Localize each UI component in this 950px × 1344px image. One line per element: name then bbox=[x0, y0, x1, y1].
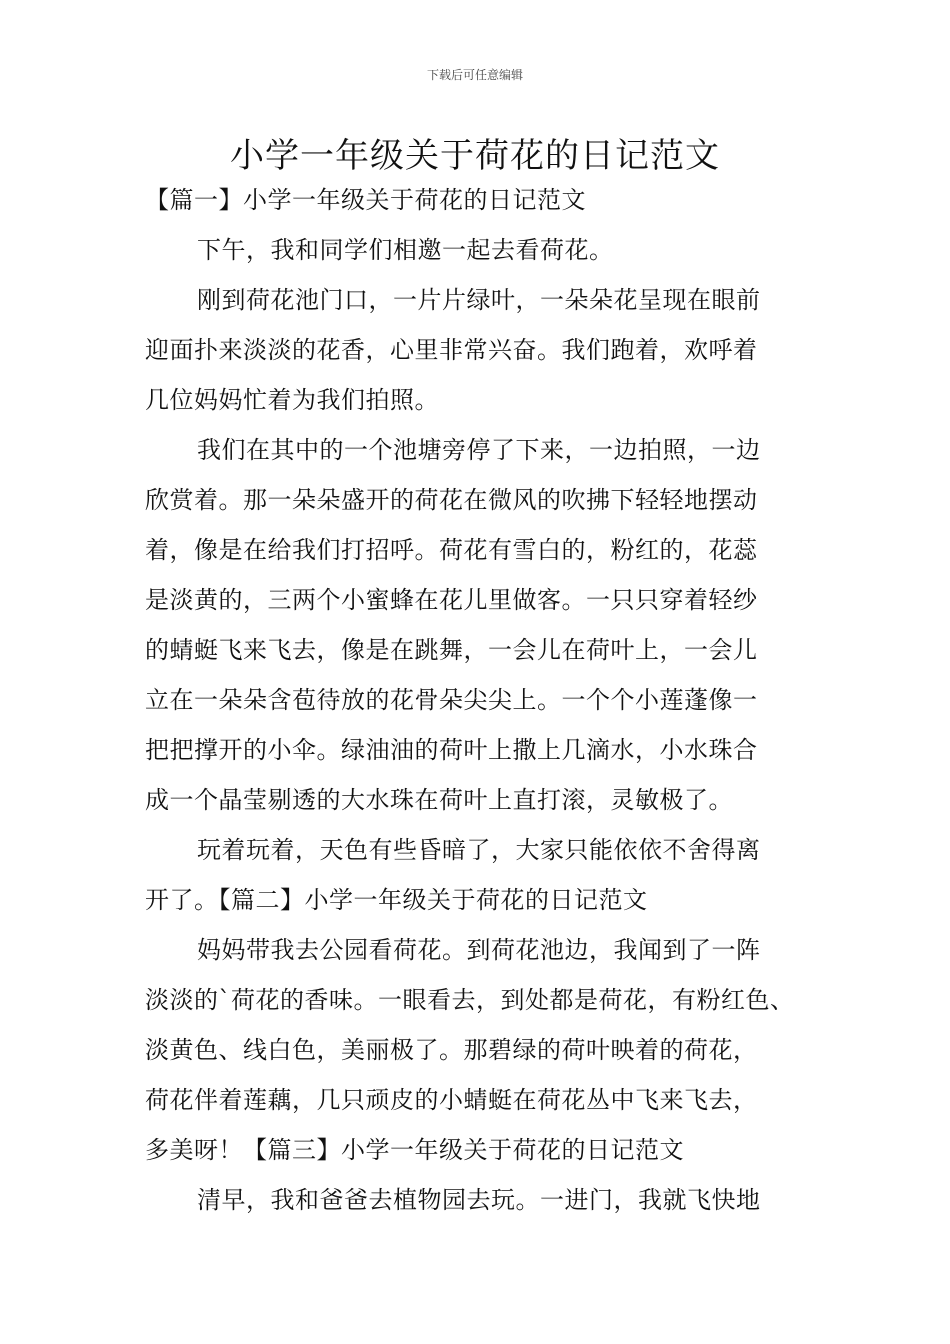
text-line: 刚到荷花池门口，一片片绿叶，一朵朵花呈现在眼前 bbox=[197, 286, 761, 314]
document-title: 小学一年级关于荷花的日记范文 bbox=[230, 136, 720, 176]
text-line: 淡淡的`荷花的香味。一眼看去，到处都是荷花，有粉红色、 bbox=[145, 986, 795, 1014]
text-line: 的蜻蜓飞来飞去，像是在跳舞，一会儿在荷叶上，一会儿 bbox=[145, 636, 758, 664]
text-line: 淡黄色、线白色，美丽极了。那碧绿的荷叶映着的荷花， bbox=[145, 1036, 758, 1064]
text-line: 是淡黄的，三两个小蜜蜂在花儿里做客。一只只穿着轻纱 bbox=[145, 586, 758, 614]
text-line: 迎面扑来淡淡的花香，心里非常兴奋。我们跑着，欢呼着 bbox=[145, 336, 758, 364]
text-line: 清早，我和爸爸去植物园去玩。一进门，我就飞快地 bbox=[197, 1186, 761, 1214]
text-line: 妈妈带我去公园看荷花。到荷花池边，我闻到了一阵 bbox=[197, 936, 761, 964]
text-line: 下午，我和同学们相邀一起去看荷花。 bbox=[197, 236, 614, 264]
text-line: 开了。【篇二】小学一年级关于荷花的日记范文 bbox=[145, 886, 648, 914]
text-line: 着，像是在给我们打招呼。荷花有雪白的，粉红的，花蕊 bbox=[145, 536, 758, 564]
text-line: 荷花伴着莲藕，几只顽皮的小蜻蜓在荷花丛中飞来飞去， bbox=[145, 1086, 758, 1114]
text-line: 成一个晶莹剔透的大水珠在荷叶上直打滚，灵敏极了。 bbox=[145, 786, 733, 814]
text-line: 几位妈妈忙着为我们拍照。 bbox=[145, 386, 439, 414]
text-line: 把把撑开的小伞。绿油油的荷叶上撒上几滴水，小水珠合 bbox=[145, 736, 758, 764]
text-line: 欣赏着。那一朵朵盛开的荷花在微风的吹拂下轻轻地摆动 bbox=[145, 486, 758, 514]
text-line: 多美呀！【篇三】小学一年级关于荷花的日记范文 bbox=[145, 1136, 684, 1164]
text-line: 玩着玩着，天色有些昏暗了，大家只能依依不舍得离 bbox=[197, 836, 761, 864]
text-line: 我们在其中的一个池塘旁停了下来，一边拍照，一边 bbox=[197, 436, 761, 464]
body-text bbox=[145, 175, 825, 1225]
text-line: 【篇一】小学一年级关于荷花的日记范文 bbox=[145, 186, 586, 214]
header-note: 下载后可任意编辑 bbox=[426, 68, 523, 82]
text-line: 立在一朵朵含苞待放的花骨朵尖尖上。一个个小莲蓬像一 bbox=[145, 686, 758, 714]
